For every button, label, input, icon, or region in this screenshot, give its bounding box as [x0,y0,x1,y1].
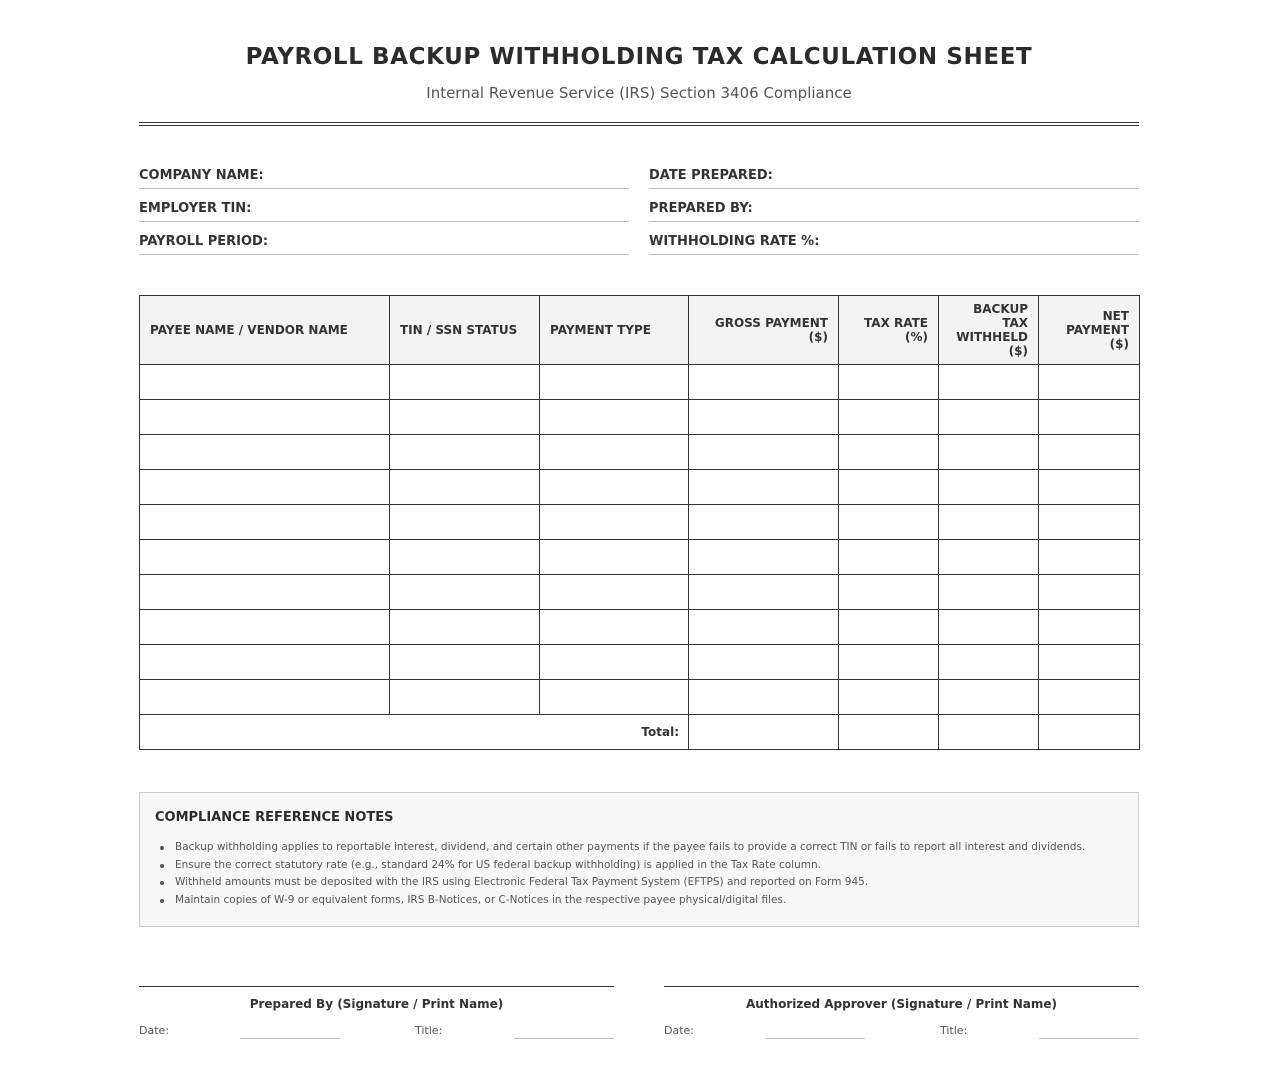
payroll-period-field[interactable] [139,224,629,255]
tax-rate-cell[interactable] [839,505,939,540]
net-payment-cell[interactable] [1039,505,1140,540]
gross-payment-cell[interactable] [689,470,839,505]
col-header-tin-status: TIN / SSN STATUS [390,296,540,365]
prepared-by-label: PREPARED BY: [649,201,753,216]
payee-cell[interactable] [140,610,390,645]
payee-cell[interactable] [140,540,390,575]
note-item [155,892,1123,910]
payment-type-cell[interactable] [540,470,689,505]
date-prepared-label: DATE PREPARED: [649,168,773,183]
approver-title-line[interactable] [1039,1038,1139,1039]
backup-tax-cell[interactable] [939,610,1039,645]
total-backup-tax-cell[interactable] [939,715,1039,750]
payment-type-cell[interactable] [540,365,689,400]
backup-tax-cell[interactable] [939,575,1039,610]
page-title: PAYROLL BACKUP WITHHOLDING TAX CALCULATION SHEET [245,44,1033,70]
total-tax-rate-cell[interactable] [839,715,939,750]
title-divider [139,122,1139,126]
gross-payment-cell[interactable] [689,435,839,470]
net-payment-header-line: PAYMENT ($) [1066,323,1129,351]
net-payment-cell[interactable] [1039,610,1140,645]
tax-rate-cell[interactable] [839,435,939,470]
table-row [140,505,1140,540]
tin-status-cell[interactable] [390,365,540,400]
table-row [140,470,1140,505]
payment-type-cell[interactable] [540,540,689,575]
backup-tax-cell[interactable] [939,400,1039,435]
net-payment-cell[interactable] [1039,435,1140,470]
payment-type-cell[interactable] [540,610,689,645]
tax-rate-cell[interactable] [839,575,939,610]
backup-tax-header-line: BACKUP TAX [973,302,1028,330]
company-name-label: COMPANY NAME: [139,168,264,183]
table-row [140,540,1140,575]
tin-status-cell[interactable] [390,505,540,540]
net-payment-cell[interactable] [1039,400,1140,435]
payment-type-cell[interactable] [540,505,689,540]
tin-status-cell[interactable] [390,680,540,715]
notes-list [155,839,1123,909]
tin-status-cell[interactable] [390,435,540,470]
net-payment-cell[interactable] [1039,365,1140,400]
tin-status-cell[interactable] [390,610,540,645]
net-payment-cell[interactable] [1039,575,1140,610]
payroll-table [139,295,1140,750]
gross-payment-cell[interactable] [689,610,839,645]
employer-tin-label: EMPLOYER TIN: [139,201,252,216]
gross-payment-cell[interactable] [689,400,839,435]
tin-status-cell[interactable] [390,400,540,435]
prepared-date-line[interactable] [240,1038,340,1039]
col-header-gross-payment: GROSS PAYMENT ($) [689,296,839,365]
payment-type-cell[interactable] [540,645,689,680]
tax-rate-cell[interactable] [839,470,939,505]
approver-signature-block [664,986,1139,1054]
col-header-payment-type: PAYMENT TYPE [540,296,689,365]
company-name-field[interactable] [139,158,629,189]
bullet-icon [160,864,164,868]
approver-title-label: Title: [940,1024,968,1037]
payment-type-cell[interactable] [540,435,689,470]
tin-status-cell[interactable] [390,645,540,680]
total-label: Total: [140,715,689,750]
payee-cell[interactable] [140,435,390,470]
table-row [140,645,1140,680]
prepared-by-signature-block [139,986,614,1054]
backup-tax-cell[interactable] [939,505,1039,540]
date-prepared-field[interactable] [649,158,1139,189]
backup-tax-header-line: ($) [1008,344,1028,358]
payment-type-cell[interactable] [540,575,689,610]
net-payment-cell[interactable] [1039,540,1140,575]
prepared-date-label: Date: [139,1024,169,1037]
note-item [155,857,1123,875]
tax-rate-cell[interactable] [839,400,939,435]
bullet-icon [160,899,164,903]
payee-cell[interactable] [140,575,390,610]
payee-cell[interactable] [140,365,390,400]
table-row [140,610,1140,645]
approver-sub-fields [664,1024,1139,1054]
backup-tax-cell[interactable] [939,365,1039,400]
prepared-signature-caption: Prepared By (Signature / Print Name) [249,997,504,1011]
col-header-tax-rate: TAX RATE (%) [839,296,939,365]
payment-type-cell[interactable] [540,400,689,435]
note-item [155,839,1123,857]
prepared-by-field[interactable] [649,191,1139,222]
prepared-title-line[interactable] [514,1038,614,1039]
col-header-net-payment [1039,296,1140,365]
backup-tax-cell[interactable] [939,470,1039,505]
table-row [140,400,1140,435]
tin-status-cell[interactable] [390,540,540,575]
gross-payment-cell[interactable] [689,575,839,610]
note-text: Backup withholding applies to reportable interest, dividend, and certain other payments if the payee fails to provide a correct TIN or fails to report all interest and dividends. [175,841,1086,853]
prepared-sub-fields [139,1024,614,1054]
net-payment-cell[interactable] [1039,680,1140,715]
table-row [140,435,1140,470]
total-net-payment-cell[interactable] [1039,715,1140,750]
col-header-payee: PAYEE NAME / VENDOR NAME [140,296,390,365]
total-gross-cell[interactable] [689,715,839,750]
gross-payment-cell[interactable] [689,645,839,680]
note-item [155,874,1123,892]
payment-type-cell[interactable] [540,680,689,715]
note-text: Ensure the correct statutory rate (e.g., standard 24% for US federal backup withholding) is applied in the Tax Rate column. [175,858,821,871]
tax-rate-cell[interactable] [839,365,939,400]
gross-payment-cell[interactable] [689,505,839,540]
employer-tin-field[interactable] [139,191,629,222]
withholding-rate-field[interactable] [649,224,1139,255]
payroll-period-label: PAYROLL PERIOD: [139,234,269,249]
backup-tax-cell[interactable] [939,540,1039,575]
note-text: Maintain copies of W-9 or equivalent forms, IRS B-Notices, or C-Notices in the respective payee physical/digital files. [175,893,787,906]
approver-date-label: Date: [664,1024,694,1037]
backup-tax-cell[interactable] [939,645,1039,680]
bullet-icon [160,846,164,850]
total-row [140,715,1140,750]
col-header-backup-tax-withheld [939,296,1039,365]
gross-payment-cell[interactable] [689,365,839,400]
payee-cell[interactable] [140,645,390,680]
payee-cell[interactable] [140,400,390,435]
table-header-row [140,296,1140,365]
gross-payment-cell[interactable] [689,540,839,575]
tax-rate-cell[interactable] [839,680,939,715]
approver-signature-caption: Authorized Approver (Signature / Print Name) [745,997,1058,1011]
net-payment-cell[interactable] [1039,470,1140,505]
payee-cell[interactable] [140,470,390,505]
tax-rate-cell[interactable] [839,540,939,575]
tax-rate-cell[interactable] [839,645,939,680]
table-row [140,680,1140,715]
withholding-rate-label: WITHHOLDING RATE %: [649,234,820,249]
backup-tax-cell[interactable] [939,435,1039,470]
payee-cell[interactable] [140,680,390,715]
compliance-notes-box [139,792,1139,927]
payee-cell[interactable] [140,505,390,540]
note-text: Withheld amounts must be deposited with the IRS using Electronic Federal Tax Payment System (EFTPS) and reported on Form 945. [175,876,869,888]
net-payment-cell[interactable] [1039,645,1140,680]
tin-status-cell[interactable] [390,470,540,505]
bullet-icon [160,881,164,885]
table-row [140,575,1140,610]
prepared-title-label: Title: [415,1024,443,1037]
tax-rate-cell[interactable] [839,610,939,645]
notes-title: COMPLIANCE REFERENCE NOTES [155,810,394,825]
tin-status-cell[interactable] [390,575,540,610]
prepared-signature-line[interactable] [139,986,614,987]
table-body [140,365,1140,715]
page-subtitle: Internal Revenue Service (IRS) Section 3406 Compliance [426,84,852,102]
backup-tax-header-line: WITHHELD [956,330,1028,344]
table-row [140,365,1140,400]
approver-signature-line[interactable] [664,986,1139,987]
approver-date-line[interactable] [765,1038,865,1039]
backup-tax-cell[interactable] [939,680,1039,715]
gross-payment-cell[interactable] [689,680,839,715]
net-payment-header-line: NET [1102,309,1129,323]
